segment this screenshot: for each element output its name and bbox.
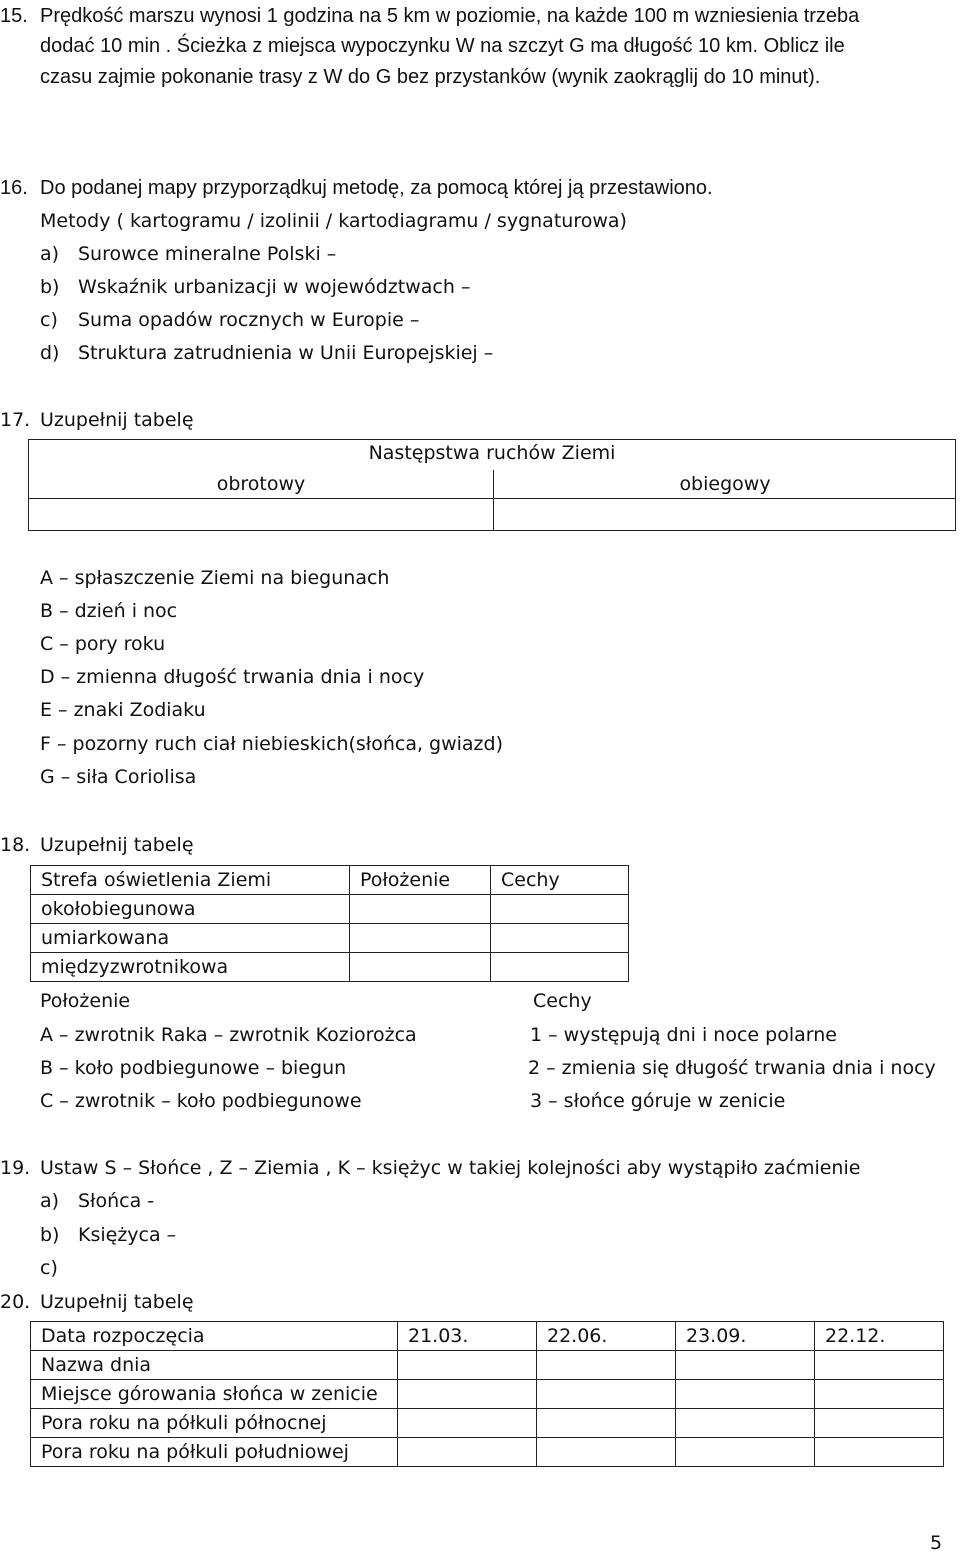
- q19-item-b-text: Księżyca –: [78, 1224, 177, 1246]
- q20-table: [30, 1321, 944, 1467]
- q20-cell[interactable]: [398, 1351, 537, 1380]
- q15-number: 15.: [0, 5, 28, 27]
- q20-row-pora-poludniowa: Pora roku na półkuli południowej: [31, 1438, 398, 1467]
- q17-divider: [493, 470, 494, 499]
- q16-item-a-letter: a): [40, 243, 60, 265]
- q18-position-b: B – koło podbiegunowe – biegun: [40, 1057, 347, 1079]
- q20-cell[interactable]: [676, 1438, 815, 1467]
- q19-title: Ustaw S – Słońce , Z – Ziemia , K – księżyc w takiej kolejności aby wystąpiło zaćmienie: [40, 1157, 861, 1179]
- q16-item-c-letter: c): [40, 309, 58, 331]
- q17-table-header: Następstwa ruchów Ziemi: [368, 442, 616, 464]
- q18-cell-polozenie-3[interactable]: [350, 953, 491, 982]
- q18-table: [30, 865, 629, 982]
- q19-number: 19.: [0, 1157, 31, 1179]
- q20-cell[interactable]: [815, 1409, 944, 1438]
- q18-cell-cechy-2[interactable]: [491, 924, 629, 953]
- q17-title: Uzupełnij tabelę: [40, 409, 194, 431]
- q17-col-obrotowy: obrotowy: [216, 473, 306, 495]
- q17-col-obiegowy: obiegowy: [679, 473, 771, 495]
- q20-date-3: 23.09.: [676, 1322, 815, 1351]
- q18-cell-cechy-3[interactable]: [491, 953, 629, 982]
- q15-line-1: Prędkość marszu wynosi 1 godzina na 5 km w poziomie, na każde 100 m wzniesienia trzeba: [40, 5, 860, 27]
- q17-option-f: F – pozorny ruch ciał niebieskich(słońca, gwiazd): [40, 733, 504, 755]
- q17-option-a: A – spłaszczenie Ziemi na biegunach: [40, 567, 390, 589]
- q16-item-c-text: Suma opadów rocznych w Europie –: [78, 309, 420, 331]
- q18-positions-title: Położenie: [40, 990, 131, 1012]
- q17-option-e: E – znaki Zodiaku: [40, 699, 206, 721]
- q18-title: Uzupełnij tabelę: [40, 834, 194, 856]
- q20-cell[interactable]: [676, 1351, 815, 1380]
- q17-option-g: G – siła Coriolisa: [40, 766, 197, 788]
- q18-header-polozenie: Położenie: [350, 866, 491, 895]
- q20-cell[interactable]: [537, 1409, 676, 1438]
- q20-cell[interactable]: [537, 1380, 676, 1409]
- q18-feature-2: 2 – zmienia się długość trwania dnia i nocy: [528, 1057, 936, 1079]
- q20-cell[interactable]: [815, 1438, 944, 1467]
- q16-item-a-text: Surowce mineralne Polski –: [78, 243, 337, 265]
- q17-answer-obrotowy[interactable]: [29, 499, 494, 531]
- q18-cell-cechy-1[interactable]: [491, 895, 629, 924]
- q20-cell[interactable]: [815, 1351, 944, 1380]
- q17-table: [28, 439, 956, 531]
- q15-line-2: dodać 10 min . Ścieżka z miejsca wypoczynku W na szczyt G ma długość 10 km. Oblicz ile: [40, 35, 845, 57]
- q20-cell[interactable]: [398, 1380, 537, 1409]
- q18-number: 18.: [0, 834, 31, 856]
- q19-item-a-letter: a): [40, 1190, 60, 1212]
- q18-header-strefa: Strefa oświetlenia Ziemi: [31, 866, 350, 895]
- q18-row-umiarkowana: umiarkowana: [31, 924, 350, 953]
- q20-cell[interactable]: [676, 1409, 815, 1438]
- q20-row-pora-polnocna: Pora roku na półkuli północnej: [31, 1409, 398, 1438]
- q18-feature-1: 1 – występują dni i noce polarne: [530, 1024, 837, 1046]
- q18-header-cechy: Cechy: [491, 866, 629, 895]
- q16-item-d-text: Struktura zatrudnienia w Unii Europejskiej –: [78, 342, 494, 364]
- q17-option-d: D – zmienna długość trwania dnia i nocy: [40, 666, 425, 688]
- q18-features-title: Cechy: [533, 990, 592, 1012]
- q19-item-c-letter: c): [40, 1257, 58, 1279]
- q18-cell-polozenie-1[interactable]: [350, 895, 491, 924]
- q20-number: 20.: [0, 1291, 31, 1313]
- q20-row-miejsce-gorowania: Miejsce górowania słońca w zenicie: [31, 1380, 398, 1409]
- q18-cell-polozenie-2[interactable]: [350, 924, 491, 953]
- q20-date-1: 21.03.: [398, 1322, 537, 1351]
- q16-number: 16.: [0, 177, 28, 199]
- q18-row-okolobiegunowa: okołobiegunowa: [31, 895, 350, 924]
- q18-row-miedzyzwrotnikowa: międzyzwrotnikowa: [31, 953, 350, 982]
- q16-methods: Metody ( kartogramu / izolinii / kartodiagramu / sygnaturowa): [40, 210, 627, 232]
- q20-cell[interactable]: [398, 1438, 537, 1467]
- q17-number: 17.: [0, 409, 31, 431]
- q18-position-a: A – zwrotnik Raka – zwrotnik Koziorożca: [40, 1024, 417, 1046]
- q20-cell[interactable]: [398, 1409, 537, 1438]
- q20-header-label: Data rozpoczęcia: [31, 1322, 398, 1351]
- page-number: 5: [930, 1532, 943, 1554]
- q18-position-c: C – zwrotnik – koło podbiegunowe: [40, 1090, 362, 1112]
- q20-row-nazwa-dnia: Nazwa dnia: [31, 1351, 398, 1380]
- q17-option-c: C – pory roku: [40, 633, 166, 655]
- q17-table-header-cell: [29, 440, 956, 499]
- q20-cell[interactable]: [815, 1380, 944, 1409]
- q20-date-4: 22.12.: [815, 1322, 944, 1351]
- q16-title: Do podanej mapy przyporządkuj metodę, za pomocą której ją przestawiono.: [40, 177, 713, 199]
- q16-item-b-letter: b): [40, 276, 60, 298]
- q17-answer-obiegowy[interactable]: [494, 499, 956, 531]
- q19-item-b-letter: b): [40, 1224, 60, 1246]
- q20-date-2: 22.06.: [537, 1322, 676, 1351]
- q20-cell[interactable]: [676, 1380, 815, 1409]
- q20-cell[interactable]: [537, 1438, 676, 1467]
- q15-line-3: czasu zajmie pokonanie trasy z W do G bez przystanków (wynik zaokrąglij do 10 minut).: [40, 66, 821, 88]
- q19-item-a-text: Słońca -: [78, 1190, 155, 1212]
- q20-title: Uzupełnij tabelę: [40, 1291, 194, 1313]
- q17-option-b: B – dzień i noc: [40, 600, 178, 622]
- q16-item-b-text: Wskaźnik urbanizacji w województwach –: [78, 276, 471, 298]
- q18-feature-3: 3 – słońce góruje w zenicie: [530, 1090, 786, 1112]
- q20-cell[interactable]: [537, 1351, 676, 1380]
- q16-item-d-letter: d): [40, 342, 60, 364]
